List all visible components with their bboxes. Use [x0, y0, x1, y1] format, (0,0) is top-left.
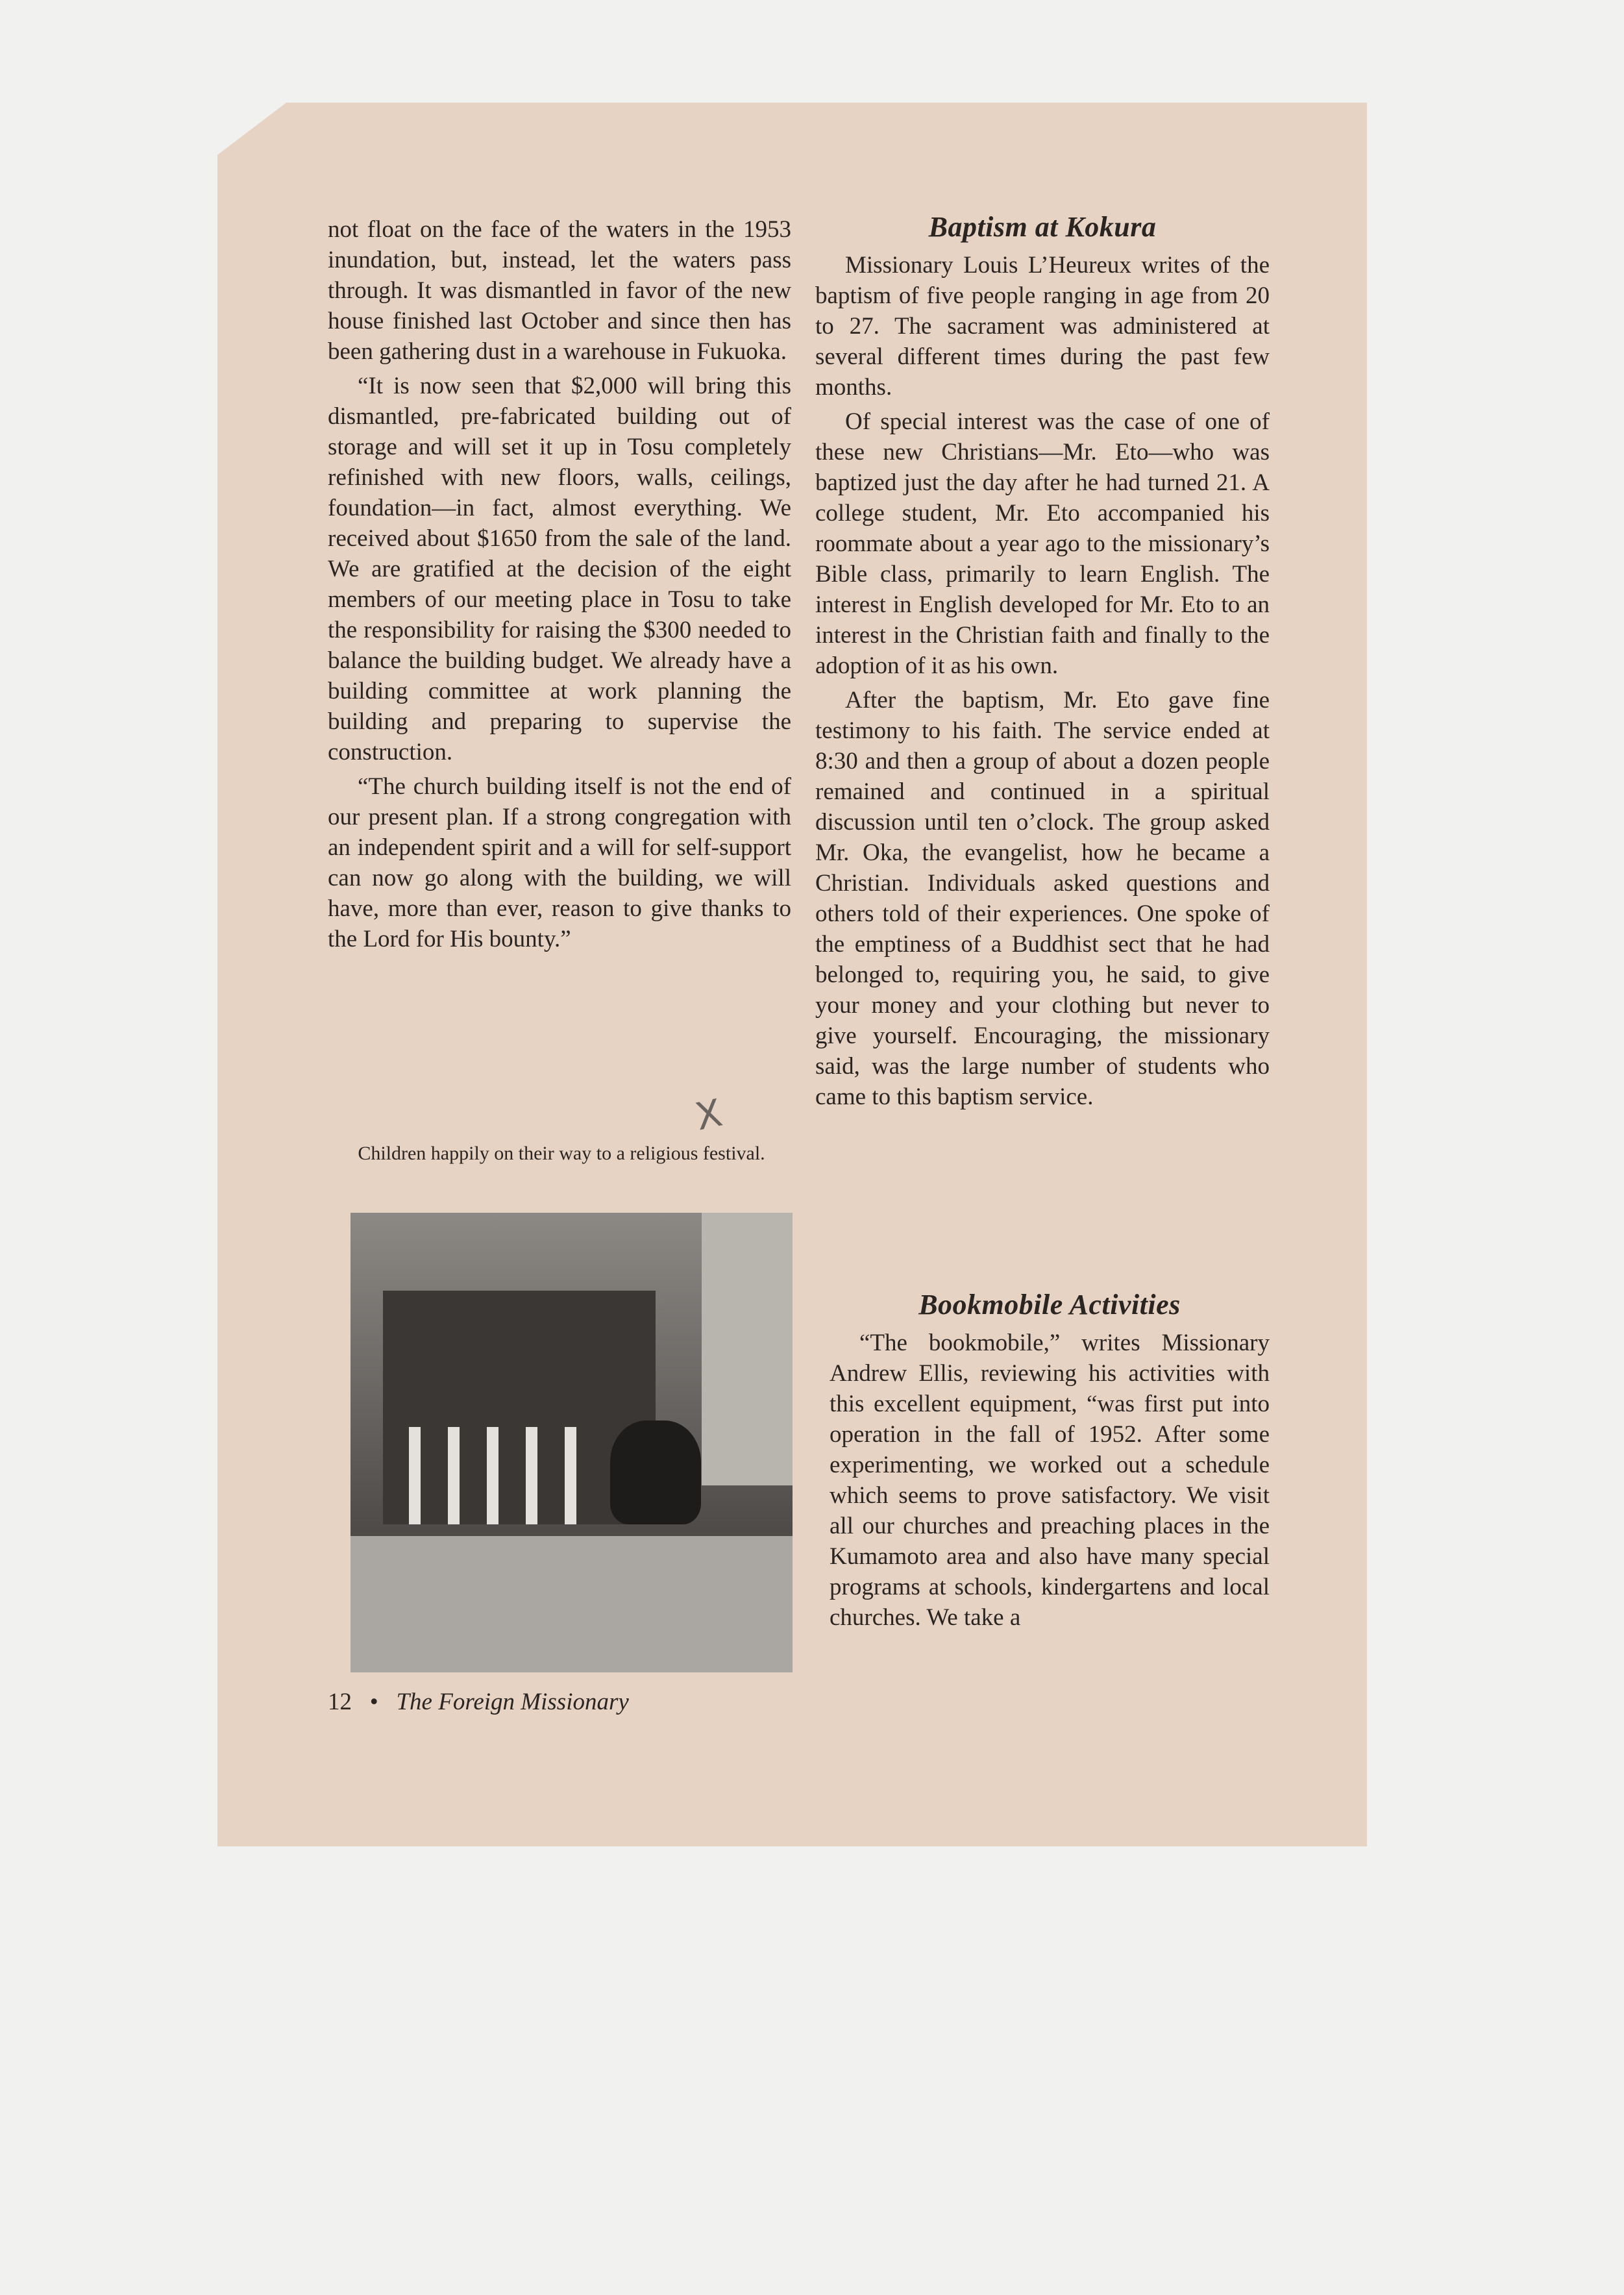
body-paragraph: “The bookmobile,” writes Missionary Andrew Ellis, reviewing his activities with this excellent equipment, “was first put into operation in the fall of 1952. After some experimenting, we worked out a schedule which seems to prove satisfactory. We visit all our churches and preaching places in the Kumamoto area and also have many special programs at schools, kindergartens and local churches. We take a: [830, 1330, 1270, 1631]
page-footer: [328, 1688, 629, 1716]
body-paragraph: Missionary Louis L’Heureux writes of the baptism of five people ranging in age from 20 to 27. The sacrament was administered at several different times during the past few months.: [815, 252, 1270, 401]
photo-float-stripe: [526, 1427, 537, 1524]
festival-photo: [351, 1213, 793, 1672]
left-column: [328, 214, 791, 958]
photo-building: [702, 1213, 793, 1485]
right-column: [815, 212, 1270, 1116]
body-paragraph: Of special interest was the case of one of these new Christians—Mr. Eto—who was baptized just the day after he had turned 21. A college student, Mr. Eto accompanied his roommate about a year ago to the missionary’s Bible class, primarily to learn English. The interest in English developed for Mr. Eto to an interest in the Christian faith and finally to the adoption of it as his own.: [815, 408, 1270, 679]
photo-float-stripe: [409, 1427, 421, 1524]
photo-caption: Children happily on their way to a religious festival.: [358, 1143, 765, 1164]
footer-separator: •: [369, 1689, 378, 1715]
photo-float-stripe: [565, 1427, 576, 1524]
handwritten-mark: X: [691, 1090, 726, 1139]
photo-ox: [610, 1420, 701, 1524]
body-paragraph: After the baptism, Mr. Eto gave fine testimony to his faith. The service ended at 8:30 and then a group of about a dozen people remained and continued in a spiritual discussion until ten o’clock. The group asked Mr. Oka, the evangelist, how he became a Christian. Individuals asked questions and others told of their experiences. One spoke of the emptiness of a Buddhist sect that he had belonged to, requiring you, he said, to give your money and your clothing but never to give yourself. Encouraging, the missionary said, was the large number of students who came to this baptism service.: [815, 687, 1270, 1110]
photo-float-stripe: [487, 1427, 498, 1524]
page-number: 12: [328, 1689, 352, 1715]
photo-float-stripe: [448, 1427, 460, 1524]
section-heading: Bookmobile Activities: [918, 1289, 1181, 1321]
body-paragraph: “It is now seen that $2,000 will bring this dismantled, pre-fabricated building out of storage and will set it up in Tosu completely refinished with new floors, walls, ceilings, foundation—in fact, almost everything. We received about $1650 from the sale of the land. We are gratified at the decision of the eight members of our meeting place in Tosu to take the responsibility for raising the $300 needed to balance the building budget. We already have a building committee at work planning the building and preparing to supervise the construction.: [328, 373, 791, 765]
right-column-lower: [830, 1289, 1270, 1637]
publication-name: The Foreign Missionary: [396, 1689, 629, 1715]
photo-street: [351, 1536, 793, 1672]
body-paragraph: not float on the face of the waters in the 1953 inundation, but, instead, let the waters pass through. It was dismantled in favor of the new house finished last October and since then has been gathering dust in a warehouse in Fukuoka.: [328, 216, 791, 365]
section-heading: Baptism at Kokura: [928, 211, 1157, 243]
body-paragraph: “The church building itself is not the end of our present plan. If a strong congregation with an independent spirit and a will for self-support can now go along with the building, we will have, more than ever, reason to give thanks to the Lord for His bounty.”: [328, 773, 791, 952]
